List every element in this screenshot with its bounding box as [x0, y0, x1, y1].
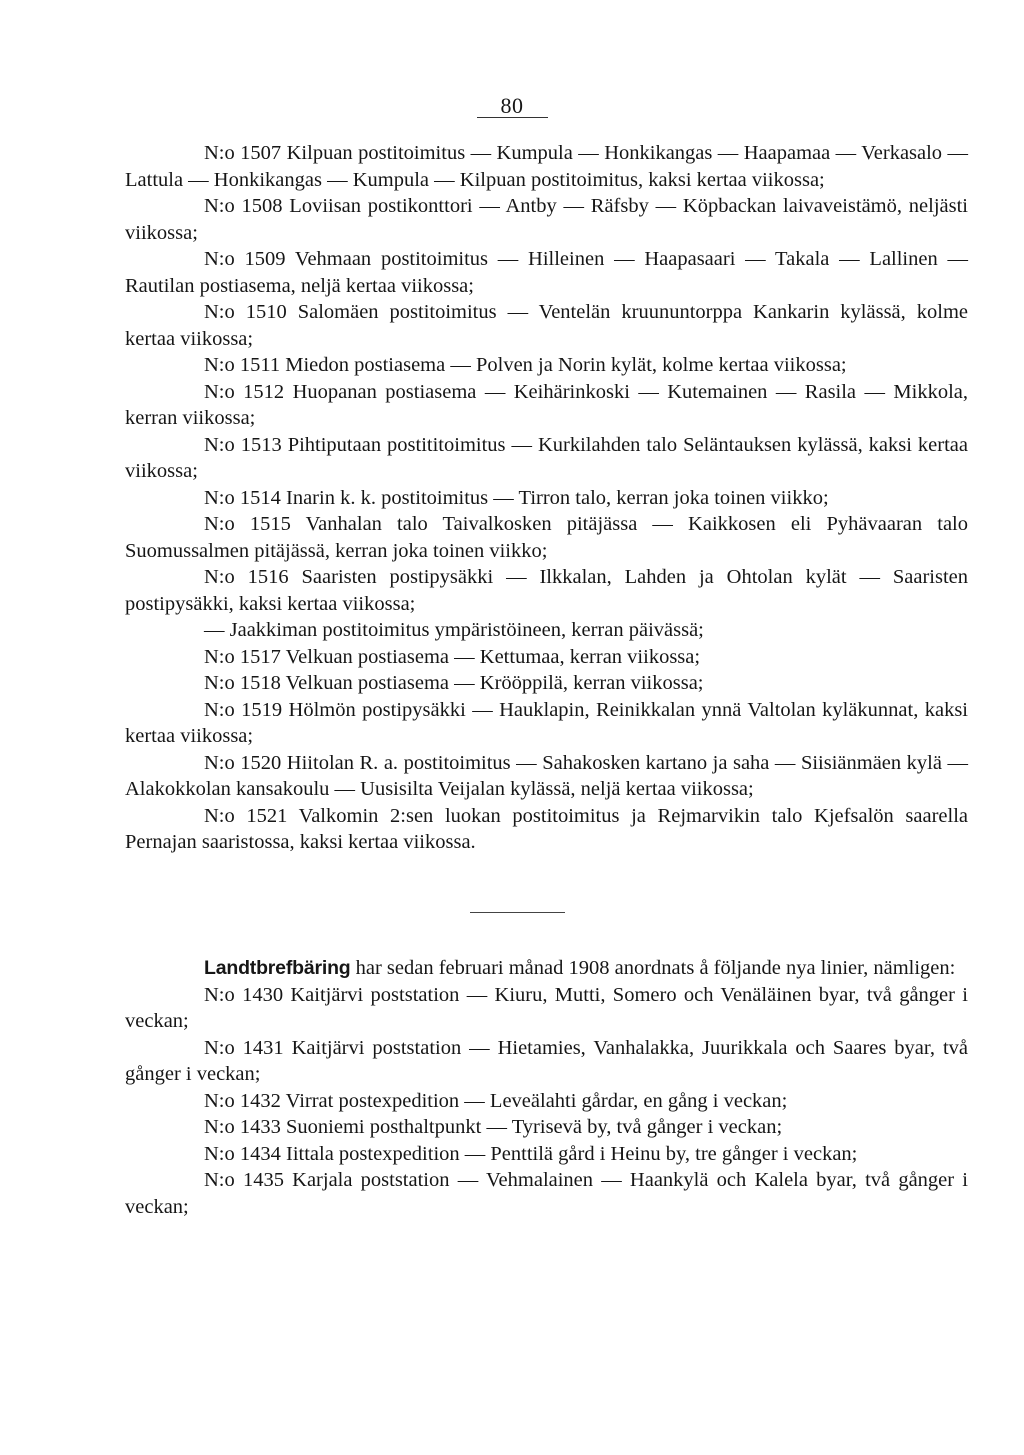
route-entry: N:o 1508 Loviisan postikonttori — Antby — Räfsby — Köpbackan laivaveistämö, neljästi viikossa;: [125, 195, 968, 244]
route-entry: N:o 1515 Vanhalan talo Taivalkosken pitäjässa — Kaikkosen eli Pyhävaaran talo Suomussalmen pitäjässä, kerran joka toinen viikko;: [125, 513, 968, 562]
route-entry: N:o 1520 Hiitolan R. a. postitoimitus — Sahakosken kartano ja saha — Siisiänmäen kylä — Alakokkolan kansakoulu — Uusisilta Veijalan kylässä, neljä kertaa viikossa;: [125, 751, 968, 800]
route-entry: N:o 1509 Vehmaan postitoimitus — Hilleinen — Haapasaari — Takala — Lallinen — Rautilan postiasema, neljä kertaa viikossa;: [125, 248, 968, 297]
route-entry: N:o 1432 Virrat postexpedition — Leveälahti gårdar, en gång i veckan;: [204, 1089, 788, 1112]
route-entry: N:o 1514 Inarin k. k. postitoimitus — Tirron talo, kerran joka toinen viikko;: [204, 486, 829, 509]
route-entry: N:o 1517 Velkuan postiasema — Kettumaa, kerran viikossa;: [204, 645, 701, 668]
route-entry: N:o 1430 Kaitjärvi poststation — Kiuru, Mutti, Somero och Venäläinen byar, två gånger i veckan;: [125, 983, 968, 1032]
route-entry: N:o 1511 Miedon postiasema — Polven ja Norin kylät, kolme kertaa viikossa;: [204, 354, 847, 376]
route-entry: N:o 1507 Kilpuan postitoimitus — Kumpula — Honkikangas — Haapamaa — Verkasalo — Lattula — Honkikangas — Kumpula — Kilpuan postitoimitus, kaksi kertaa viikossa;: [125, 142, 968, 191]
section-lead: Landtbrefbäring: [204, 957, 351, 979]
section-divider: [470, 912, 565, 913]
route-entry: N:o 1519 Hölmön postipysäkki — Hauklapin, Reinikkalan ynnä Valtolan kyläkunnat, kaksi kertaa viikossa;: [125, 698, 968, 747]
section-intro: [125, 955, 968, 982]
page-number: [0, 93, 1024, 119]
section-intro-text: har sedan februari månad 1908 anordnats å följande nya linier, nämligen:: [350, 957, 956, 979]
route-entry: N:o 1431 Kaitjärvi poststation — Hietamies, Vanhalakka, Juurikkala och Saares byar, två gånger i veckan;: [125, 1036, 968, 1085]
swedish-routes-section: [125, 955, 968, 1220]
route-entry: N:o 1518 Velkuan postiasema — Krööppilä, kerran viikossa;: [204, 672, 704, 694]
route-entry: N:o 1433 Suoniemi posthaltpunkt — Tyrisevä by, två gånger i veckan;: [204, 1116, 783, 1138]
page-number-text: 80: [477, 95, 548, 118]
route-entry: N:o 1512 Huopanan postiasema — Keihärinkoski — Kutemainen — Rasila — Mikkola, kerran viikossa;: [125, 380, 968, 429]
finnish-routes-section: [125, 140, 968, 856]
route-entry: N:o 1516 Saaristen postipysäkki — Ilkkalan, Lahden ja Ohtolan kylät — Saaristen postipysäkki, kaksi kertaa viikossa;: [125, 566, 968, 615]
route-entry: N:o 1434 Iittala postexpedition — Penttilä gård i Heinu by, tre gånger i veckan;: [204, 1142, 858, 1165]
route-entry: N:o 1435 Karjala poststation — Vehmalainen — Haankylä och Kalela byar, två gånger i veckan;: [125, 1169, 968, 1218]
route-entry: N:o 1510 Salomäen postitoimitus — Ventelän kruununtorppa Kankarin kylässä, kolme kertaa viikossa;: [125, 301, 968, 350]
route-entry: N:o 1513 Pihtiputaan postititoimitus — Kurkilahden talo Seläntauksen kylässä, kaksi kertaa viikossa;: [125, 433, 968, 482]
route-entry: — Jaakkiman postitoimitus ympäristöineen, kerran päivässä;: [204, 619, 704, 641]
route-entry: N:o 1521 Valkomin 2:sen luokan postitoimitus ja Rejmarvikin talo Kjefsalön saarella Pernajan saaristossa, kaksi kertaa viikossa.: [125, 804, 968, 853]
